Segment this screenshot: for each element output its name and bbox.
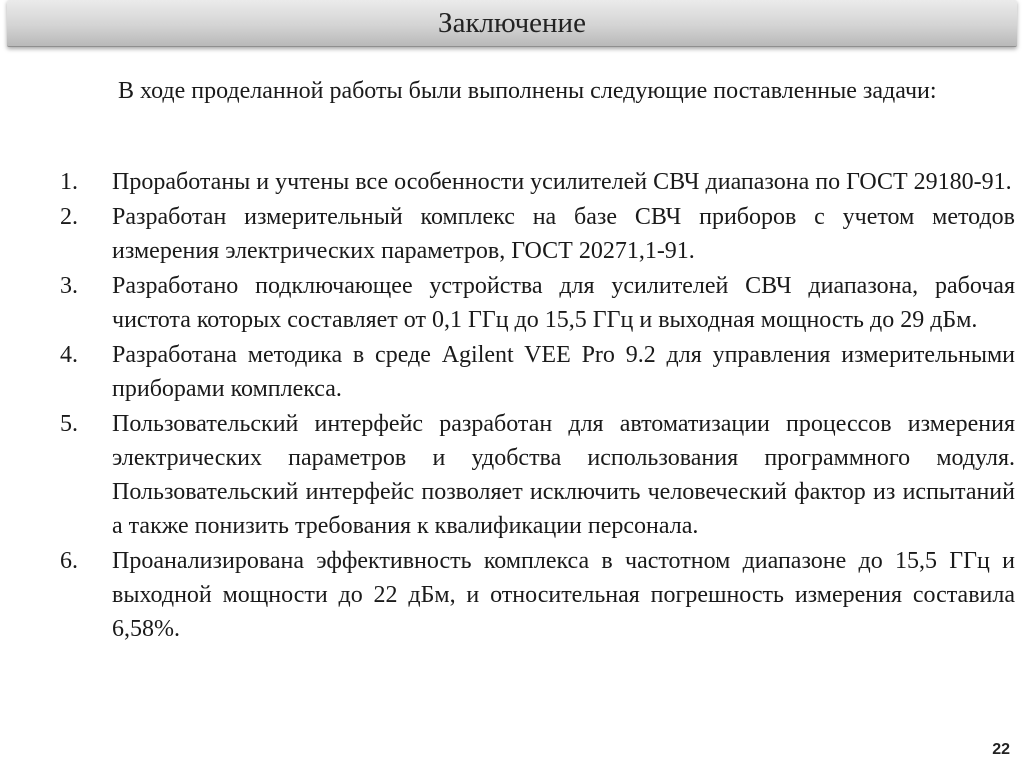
list-item	[60, 269, 1015, 337]
list-item-number: 5.	[60, 411, 78, 437]
title-bar	[7, 0, 1017, 47]
list-item-text: Проработаны и учтены все особенности усилителей СВЧ диапазона по ГОСТ 29180-91.	[112, 169, 1012, 195]
page-title: Заключение	[438, 7, 586, 39]
list-item-number: 2.	[60, 204, 78, 230]
list-item-number: 1.	[60, 169, 78, 195]
list-item-text: Разработан измерительный комплекс на базе СВЧ приборов с учетом методов измерения электрических параметров, ГОСТ 20271,1-91.	[112, 204, 1015, 264]
list-item-text: Пользовательский интерфейс разработан для автоматизации процессов измерения электрических параметров и удобства использования программного модуля. Пользовательский интерфейс позволяет исключить человеческий фактор из испытаний а также понизить требования к квалификации персонала.	[112, 411, 1015, 539]
list-item-text: Проанализирована эффективность комплекса в частотном диапазоне до 15,5 ГГц и выходной мощности до 22 дБм, и относительная погрешность измерения составила 6,58%.	[112, 548, 1015, 642]
page-number: 22	[992, 741, 1010, 758]
list-item	[60, 544, 1015, 646]
task-list	[60, 165, 1015, 647]
list-item-number: 4.	[60, 342, 78, 368]
intro-paragraph: В ходе проделанной работы были выполнены следующие поставленные задачи:	[118, 78, 937, 104]
list-item	[60, 165, 1015, 199]
list-item	[60, 407, 1015, 543]
list-item-number: 6.	[60, 548, 78, 574]
list-item-number: 3.	[60, 273, 78, 299]
list-item	[60, 200, 1015, 268]
list-item	[60, 338, 1015, 406]
list-item-text: Разработана методика в среде Agilent VEE Pro 9.2 для управления измерительными приборами комплекса.	[112, 342, 1015, 402]
list-item-text: Разработано подключающее устройства для усилителей СВЧ диапазона, рабочая чистота которых составляет от 0,1 ГГц до 15,5 ГГц и выходная мощность до 29 дБм.	[112, 273, 1015, 333]
